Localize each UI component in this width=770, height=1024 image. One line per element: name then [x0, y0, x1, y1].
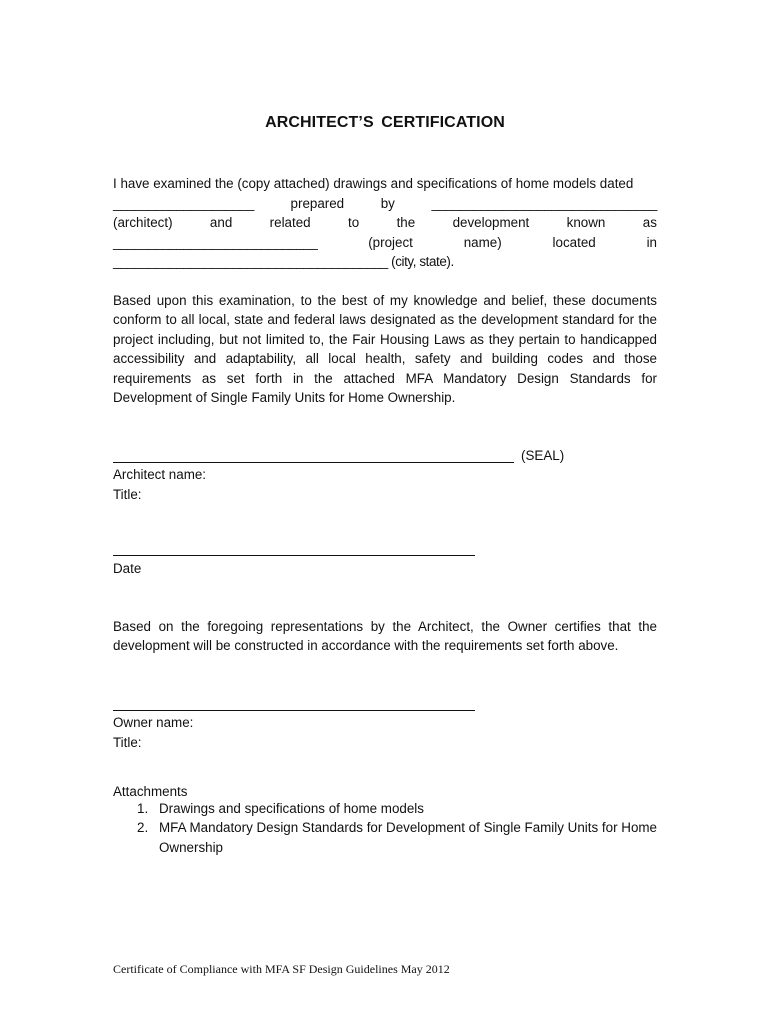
word: (project — [368, 234, 413, 250]
architect-name-label: Architect name: — [113, 467, 207, 482]
date-label: Date — [113, 560, 142, 576]
word: and — [209, 215, 233, 230]
compliance-paragraph: Based upon this examination, to the best of my knowledge and belief, these documents conform to all local, state and federal laws designated as the development standard for the project including, but not limited to, the Fair Housing Laws as they pertain to handicapped accessibility and adaptability, all local health, safety and building codes and those requirements as set forth in the attached MFA Mandatory Design Standards for Development of Single Family Units for Home Ownership. — [113, 292, 657, 405]
attachments-list — [113, 799, 657, 858]
word-prepared: prepared — [290, 195, 345, 211]
word: known — [566, 215, 606, 230]
word: development — [452, 215, 530, 230]
architect-signature-line — [113, 462, 514, 463]
word: to — [348, 215, 360, 230]
owner-name-label: Owner name: — [113, 715, 194, 730]
date-signature-line — [113, 555, 475, 556]
architect-blank: ________________________________ — [431, 195, 657, 211]
list-item — [113, 799, 657, 819]
list-number: 1. — [137, 800, 149, 816]
owner-title-label: Title: — [113, 734, 142, 750]
project-name-blank: _____________________________ — [113, 234, 318, 250]
word: name) — [463, 234, 502, 250]
word-by: by — [380, 195, 395, 211]
word: located — [552, 234, 596, 250]
word: related — [269, 215, 311, 230]
list-item-text: MFA Mandatory Design Standards for Development of Single Family Units for Home Ownership — [159, 820, 657, 855]
city-state-blank-line: _______________________________________ (city, state). — [113, 254, 454, 269]
word: (architect) — [113, 215, 173, 230]
models-date-blank: ____________________ — [113, 195, 254, 211]
owner-certification-paragraph: Based on the foregoing representations by the Architect, the Owner certifies that the development will be constructed in accordance with the requirements set forth above. — [113, 618, 657, 653]
attachments-heading: Attachments — [113, 784, 188, 799]
architect-title-label: Title: — [113, 486, 142, 502]
page-footer: Certificate of Compliance with MFA SF Design Guidelines May 2012 — [113, 962, 450, 976]
statement-line-2 — [113, 194, 657, 214]
word: in — [646, 234, 657, 250]
statement-line-3 — [113, 213, 657, 233]
word: the — [396, 215, 416, 230]
seal-label: (SEAL) — [521, 448, 565, 463]
owner-signature-line — [113, 710, 475, 711]
statement-line-4 — [113, 233, 657, 253]
list-number: 2. — [137, 820, 149, 835]
word: as — [642, 215, 657, 230]
list-item — [113, 818, 657, 857]
document-title: ARCHITECT’S CERTIFICATION — [265, 114, 505, 131]
statement-line-1: I have examined the (copy attached) drawings and specifications of home models dated — [113, 176, 634, 191]
list-item-text: Drawings and specifications of home models — [159, 800, 424, 816]
